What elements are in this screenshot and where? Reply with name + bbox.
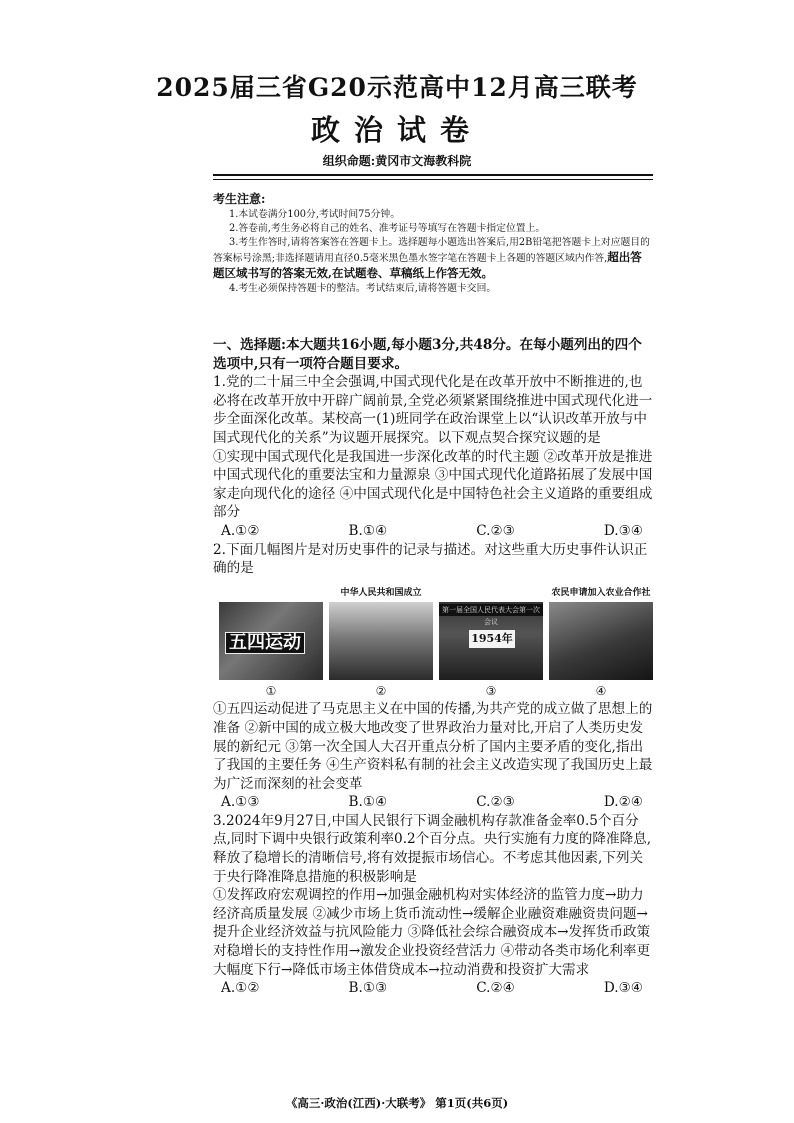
notice-item-3-text: 3.考生作答时,请将答案答在答题卡上。选择题每小题选出答案后,用2B铅笔把答题卡上对应题目的答案标号涂黑;非选择题请用直径0.5毫米黑色墨水签字笔在答题卡上各题的答题区域内作答, bbox=[213, 237, 650, 264]
option-a: A.①② bbox=[221, 980, 260, 997]
organizer-line: 组织命题:黄冈市文海教科院 bbox=[322, 154, 472, 168]
option-c: C.②③ bbox=[476, 522, 515, 539]
question-1 bbox=[213, 373, 653, 540]
question-1-stem: 1.党的二十届三中全会强调,中国式现代化是在改革开放中不断推进的,也必将在改革开放中开辟广阔前景,全党必须紧紧围绕推进中国式现代化进一步全面深化改革。某校高一(1)班同学在政治课堂上以“认识改革开放与中国式现代化的关系”为议题开展探究。以下观点契合探究议题的是 bbox=[213, 374, 653, 446]
may-fourth-photo bbox=[219, 602, 323, 680]
figure-3-banner: 第一届全国人民代表大会第一次会议 bbox=[439, 604, 543, 616]
figure-4 bbox=[549, 584, 653, 701]
figure-2-number: ② bbox=[375, 683, 387, 698]
figure-3-label: 1954年 bbox=[469, 630, 515, 648]
notice-item-1: 1.本试卷满分100分,考试时间75分钟。 bbox=[229, 209, 400, 220]
figure-2 bbox=[329, 584, 433, 701]
option-b: B.①④ bbox=[348, 522, 388, 539]
question-3-stem: 3.2024年9月27日,中国人民银行下调金融机构存款准备金率0.5个百分点,同时下调中央银行政策利率0.2个百分点。央行实施有力度的降准降息,释放了稳增长的清晰信号,将有效提振市场信心。不考虑其他因素,下列关于央行降准降息措施的积极影响是 bbox=[213, 812, 652, 885]
notice-item-3-bold: 超出答题区域书写的答案无效,在试题卷、草稿纸上作答无效。 bbox=[213, 250, 642, 280]
notice-heading: 考生注意: bbox=[213, 192, 266, 206]
prc-founding-photo bbox=[329, 587, 433, 680]
figure-4-caption: 农民申请加入农业合作社 bbox=[551, 587, 651, 598]
figure-2-caption: 中华人民共和国成立 bbox=[340, 587, 422, 598]
questions-body bbox=[213, 336, 653, 998]
question-1-statements: ①实现中国式现代化是我国进一步深化改革的时代主题 ②改革开放是推进中国式现代化的重要法宝和力量源泉 ③中国式现代化道路拓展了发展中国家走向现代化的途径 ④中国式现代化是中国特色社会主义道路的重要组成部分 bbox=[213, 448, 653, 521]
notice-item-4: 4.考生必须保持答题卡的整洁。考试结束后,请将答题卡交回。 bbox=[229, 283, 497, 294]
header-rule-thin bbox=[213, 179, 653, 180]
figure-1-number: ① bbox=[265, 683, 277, 698]
header-rule-thick bbox=[213, 174, 653, 176]
page-footer: 《高三·政治(江西)·大联考》 第1页(共6页) bbox=[285, 1096, 509, 1110]
notice-item-2: 2.答卷前,考生务必将自己的姓名、准考证号等填写在答题卡指定位置上。 bbox=[229, 223, 546, 234]
option-d: D.③④ bbox=[603, 522, 643, 539]
question-1-options bbox=[213, 522, 653, 541]
option-d: D.②④ bbox=[603, 794, 643, 811]
figure-1 bbox=[219, 584, 323, 701]
option-a: A.①③ bbox=[221, 794, 260, 811]
option-a: A.①② bbox=[221, 522, 260, 539]
figure-1-label: 五四运动 bbox=[225, 632, 305, 655]
question-2-stem: 2.下面几幅图片是对历史事件的记录与描述。对这些重大历史事件认识正确的是 bbox=[213, 541, 648, 577]
figure-3-number: ③ bbox=[485, 683, 497, 698]
history-figures bbox=[219, 584, 653, 701]
figure-4-number: ④ bbox=[595, 683, 607, 698]
notice-item-3 bbox=[213, 236, 653, 282]
candidate-notice bbox=[213, 192, 653, 296]
option-b: B.①③ bbox=[348, 980, 388, 997]
question-3-options bbox=[213, 979, 653, 998]
question-3-statements: ①发挥政府宏观调控的作用→加强金融机构对实体经济的监管力度→助力经济高质量发展 ②减少市场上货币流动性→缓解企业融资难融资贵问题→提升企业经济效益与抗风险能力 ③降低社会综合融资成本→发挥货币政策对稳增长的支持性作用→激发企业投资经营活力 ④带动各类市场化利率更大幅度下行→降低市场主体借贷成本→拉动消费和投资扩大需求 bbox=[213, 887, 651, 978]
figure-3 bbox=[439, 584, 543, 701]
question-2 bbox=[213, 541, 653, 812]
question-2-options bbox=[213, 793, 653, 812]
cooperative-photo bbox=[549, 587, 653, 680]
question-2-statements: ①五四运动促进了马克思主义在中国的传播,为共产党的成立做了思想上的准备 ②新中国的成立极大地改变了世界政治力量对比,开启了人类历史发展的新纪元 ③第一次全国人大召开重点分析了国内主要矛盾的变化,指出了我国的主要任务 ④生产资料私有制的社会主义改造实现了我国历史上最为广泛而深刻的社会变革 bbox=[213, 701, 653, 792]
option-c: C.②③ bbox=[476, 794, 515, 811]
option-d: D.③④ bbox=[603, 980, 643, 997]
npc-1954-photo bbox=[439, 602, 543, 680]
question-3 bbox=[213, 812, 653, 998]
section-heading: 一、选择题:本大题共16小题,每小题3分,共48分。在每小题列出的四个选项中,只有一项符合题目要求。 bbox=[213, 337, 642, 372]
exam-title: 2025届三省G20示范高中12月高三联考 bbox=[156, 73, 638, 102]
option-b: B.①④ bbox=[348, 794, 388, 811]
subject-title: 政治试卷 bbox=[310, 113, 483, 147]
option-c: C.②④ bbox=[476, 980, 515, 997]
